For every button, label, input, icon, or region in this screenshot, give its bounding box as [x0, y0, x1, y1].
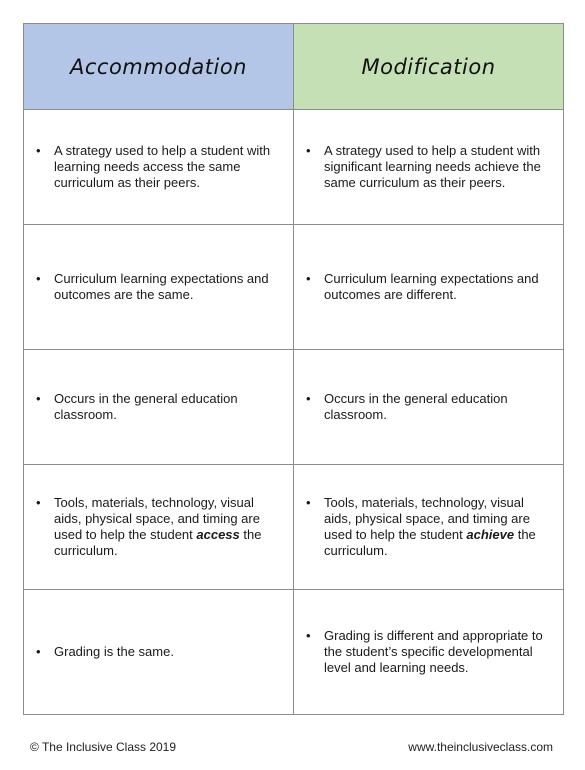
accommodation-text: A strategy used to help a student with learning needs access the same curriculum as their peers. [54, 143, 271, 190]
accommodation-cell [24, 110, 294, 225]
accommodation-cell [24, 350, 294, 465]
bullet-icon: • [306, 271, 311, 286]
bullet-icon: • [306, 628, 311, 643]
bullet-icon: • [306, 495, 311, 510]
modification-text: Grading is different and appropriate to the student’s specific developmental level and learning needs. [324, 628, 543, 675]
bullet-icon: • [306, 143, 311, 158]
table-row [24, 465, 564, 590]
modification-emphasis: achieve [466, 527, 515, 542]
modification-cell [294, 225, 564, 350]
bullet-icon: • [36, 644, 41, 659]
bullet-icon: • [36, 143, 41, 158]
modification-text: Occurs in the general education classroom. [324, 391, 508, 422]
accommodation-cell [24, 465, 294, 590]
table-row [24, 225, 564, 350]
header-modification: Modification [294, 24, 564, 110]
table-row [24, 110, 564, 225]
bullet-icon: • [36, 271, 41, 286]
bullet-icon: • [306, 391, 311, 406]
footer-copyright: © The Inclusive Class 2019 [30, 740, 177, 754]
comparison-table [23, 23, 564, 715]
bullet-icon: • [36, 495, 41, 510]
accommodation-text: Grading is the same. [54, 644, 174, 659]
footer-website: www.theinclusiveclass.com [408, 740, 553, 754]
modification-cell [294, 350, 564, 465]
accommodation-emphasis: access [196, 527, 240, 542]
bullet-icon: • [36, 391, 41, 406]
header-accommodation: Accommodation [24, 24, 294, 110]
accommodation-text-after: the curriculum. [54, 527, 262, 558]
modification-text-after: the curriculum. [324, 527, 536, 558]
modification-cell [294, 465, 564, 590]
modification-text: Curriculum learning expectations and outcomes are different. [324, 271, 539, 302]
modification-cell [294, 590, 564, 715]
modification-text: A strategy used to help a student with significant learning needs achieve the same curriculum as their peers. [324, 143, 541, 190]
accommodation-text: Occurs in the general education classroom. [54, 391, 238, 422]
modification-text-before: Tools, materials, technology, visual aids, physical space, and timing are used to help the student [324, 495, 530, 542]
accommodation-cell [24, 590, 294, 715]
accommodation-text-before: Tools, materials, technology, visual aids, physical space, and timing are used to help the student [54, 495, 260, 542]
table-row [24, 350, 564, 465]
table-row [24, 590, 564, 715]
accommodation-text: Curriculum learning expectations and outcomes are the same. [54, 271, 269, 302]
accommodation-cell [24, 225, 294, 350]
modification-cell [294, 110, 564, 225]
